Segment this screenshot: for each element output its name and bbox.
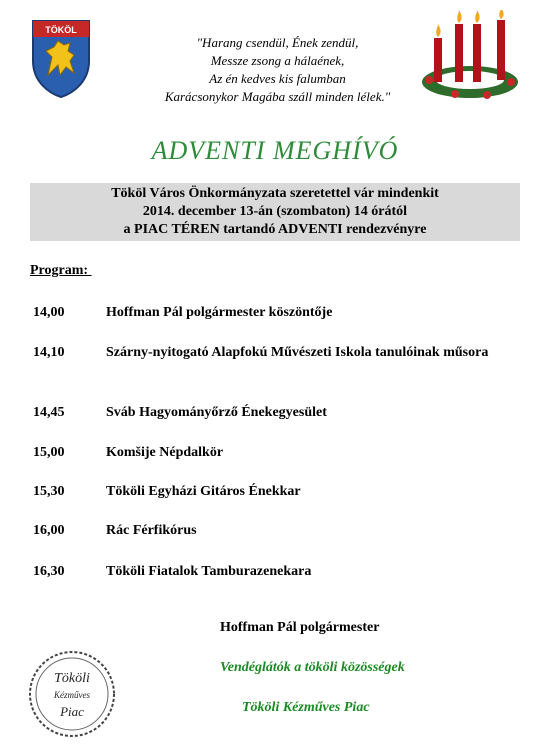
invitation-line: a PIAC TÉREN tartandó ADVENTI rendezvényre — [123, 222, 427, 237]
program-desc: Tököli Egyházi Gitáros Énekkar — [106, 484, 301, 499]
program-time: 16,00 — [33, 523, 65, 538]
program-heading: Program: — [30, 263, 92, 278]
poem-line: "Harang csendül, Ének zendül, — [196, 35, 359, 50]
program-desc: Tököli Fiatalok Tamburazenekara — [106, 564, 312, 579]
svg-text:TÖKÖL: TÖKÖL — [45, 25, 77, 35]
poem-line: Az én kedves kis falumban — [209, 71, 346, 86]
svg-text:Kézműves: Kézműves — [54, 690, 90, 700]
program-time: 14,00 — [33, 305, 65, 320]
program-desc: Rác Férfikórus — [106, 523, 197, 538]
craft-market-logo-icon — [28, 650, 116, 738]
svg-text:Piac: Piac — [60, 704, 84, 719]
program-desc: Szárny-nyitogató Alapfokú Művészeti Iskola tanulóinak műsora — [106, 345, 489, 360]
program-time: 15,30 — [33, 484, 65, 499]
program-time: 15,00 — [33, 445, 65, 460]
poem-line: Karácsonykor Magába száll minden lélek." — [164, 89, 391, 104]
mayor-signature: Hoffman Pál polgármester — [220, 620, 380, 635]
advent-wreath-icon — [415, 10, 525, 105]
program-time: 14,45 — [33, 405, 65, 420]
program-desc: Sváb Hagyományőrző Énekegyesület — [106, 405, 327, 420]
invitation-box — [30, 183, 520, 241]
hosts-line: Vendéglátók a tököli közösségek — [220, 660, 405, 675]
poem-line: Messze zsong a hálaének, — [210, 53, 345, 68]
poem-quote — [160, 34, 395, 106]
invitation-line: Tököl Város Önkormányzata szeretettel vár mindenkit — [111, 186, 439, 201]
program-desc: Komšije Népdalkör — [106, 445, 224, 460]
program-desc: Hoffman Pál polgármester köszöntője — [106, 305, 333, 320]
page-title: ADVENTI MEGHÍVÓ — [151, 136, 399, 165]
program-time: 16,30 — [33, 564, 65, 579]
town-crest-icon — [30, 17, 92, 99]
market-line: Tököli Kézműves Piac — [242, 700, 370, 715]
invitation-line: 2014. december 13-án (szombaton) 14 órától — [142, 204, 408, 219]
program-time: 14,10 — [33, 345, 65, 360]
svg-text:Tököli: Tököli — [54, 671, 90, 686]
